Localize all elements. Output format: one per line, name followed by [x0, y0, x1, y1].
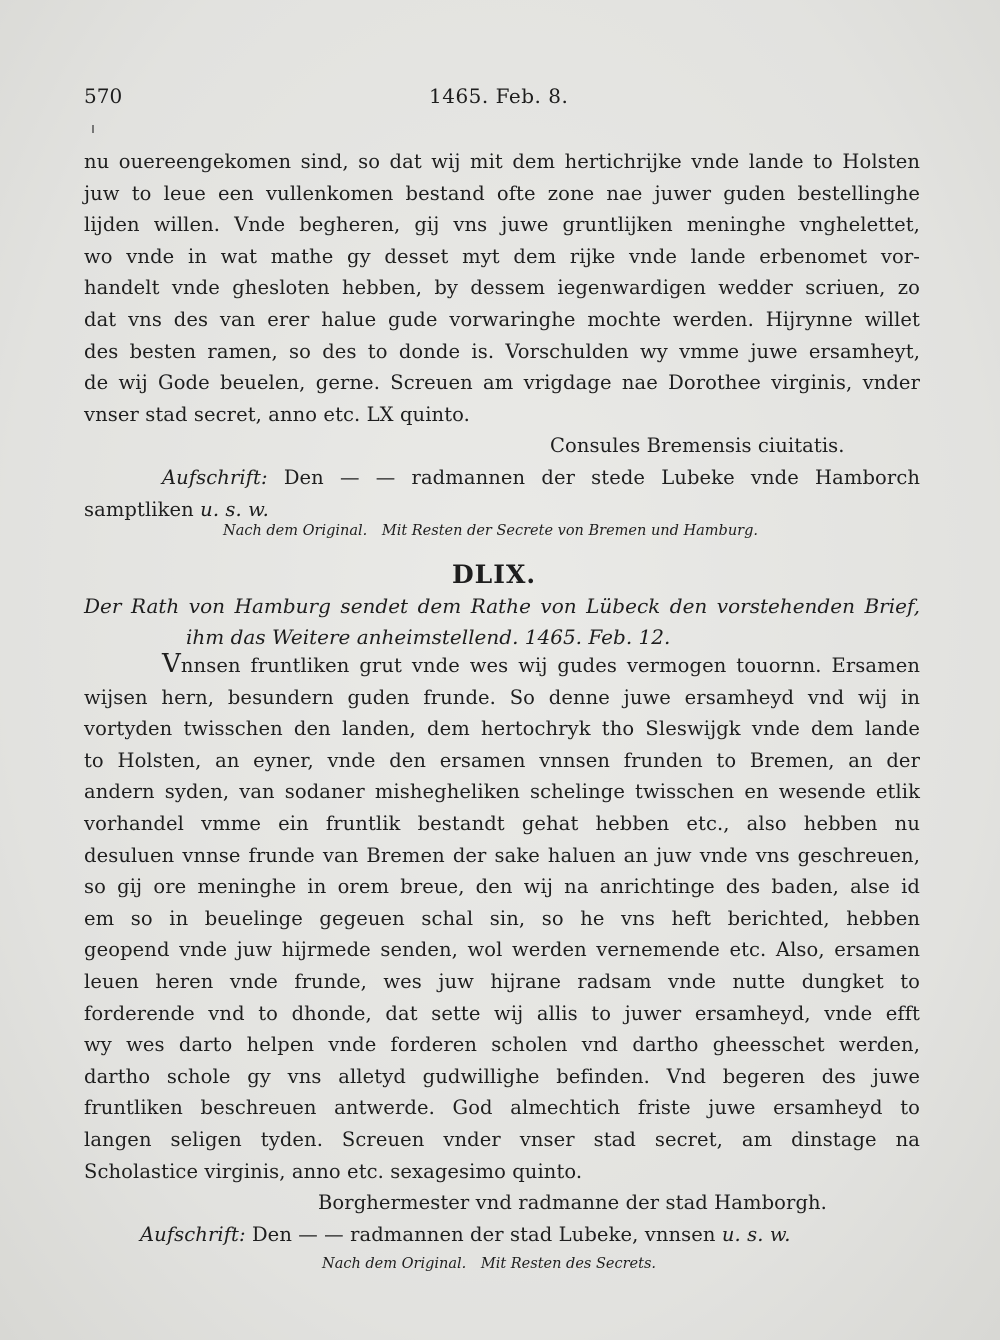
source-note-a: Nach dem Original. [322, 1256, 467, 1272]
text-line: dat vns des van erer halue gude vorwaringhe mochte werden. Hijrynne willet [84, 307, 920, 331]
address-continuation: samptliken [84, 497, 194, 521]
source-note-a: Nach dem Original. [223, 523, 368, 539]
address-abbrev: u. s. w. [200, 497, 269, 521]
text-line: desuluen vnnse frunde van Bremen der sake haluen an juw vnde vns geschreuen, [84, 843, 920, 867]
letter2-body [84, 650, 920, 1250]
text-line: vortyden twisschen den landen, dem hertochryk tho Sleswijgk vnde dem lande [84, 717, 920, 741]
text-line: wo vnde in wat mathe gy desset myt dem rijke vnde lande erbenomet vor- [84, 244, 920, 268]
text-line: nu ouereengekomen sind, so dat wij mit dem hertichrijke vnde lande to Holsten [84, 150, 920, 173]
source-note-2 [322, 1256, 656, 1272]
entry-summary [84, 591, 920, 653]
text-line: langen seligen tyden. Screuen vnder vnser stad secret, am dinstage na [84, 1127, 920, 1151]
address-text: Den — — radmannen der stede Lubeke vnde Hamborch [283, 465, 920, 489]
address-line [84, 1219, 920, 1251]
text-line: de wij Gode beuelen, gerne. Screuen am vrigdage nae Dorothee virginis, vnder [84, 371, 920, 395]
source-note-1 [223, 523, 758, 539]
drop-cap: V [162, 649, 181, 679]
address-line [84, 462, 920, 494]
text-line: to Holsten, an eyner, vnde den ersamen vnnsen frunden to Bremen, an der [84, 748, 920, 772]
text-line: forderende vnd to dhonde, dat sette wij allis to juwer ersamheyd, vnde efft [84, 1001, 920, 1025]
text-line: vnser stad secret, anno etc. LX quinto. [84, 402, 470, 426]
text-line: handelt vnde ghesloten hebben, by dessem iegenwardigen wedder scriuen, zo [84, 276, 920, 300]
text-line: des besten ramen, so des to donde is. Vorschulden wy vmme juwe ersamheyt, [84, 339, 920, 363]
ink-mark [92, 125, 94, 133]
first-line-text: nnsen fruntliken grut vnde wes wij gudes vermogen touornn. Ersamen [180, 654, 920, 677]
text-line: geopend vnde juw hijrmede senden, wol werden vernemende etc. Also, ersamen [84, 938, 920, 962]
text-line: leuen heren vnde frunde, wes juw hijrane radsam vnde nutte dungket to [84, 969, 920, 993]
signature-hamburg: Borghermester vnd radmanne der stad Hamborgh. [318, 1191, 827, 1215]
text-line: juw to leue een vullenkomen bestand ofte zone nae juwer guden bestellinghe [84, 181, 920, 205]
text-line: wy wes darto helpen vnde forderen scholen vnd dartho gheesschet werden, [84, 1033, 920, 1057]
address-abbrev: u. s. w. [721, 1222, 791, 1246]
address-text: Den — — radmannen der stad Lubeke, vnnsen [251, 1222, 716, 1246]
address-label: Aufschrift: [162, 465, 268, 489]
signature-bremen: Consules Bremensis ciuitatis. [550, 434, 845, 458]
summary-line: Der Rath von Hamburg sendet dem Rathe von Lübeck den vorstehenden Brief, [84, 594, 920, 618]
text-line: Scholastice virginis, anno etc. sexagesimo quinto. [84, 1159, 583, 1183]
running-head: 1465. Feb. 8. [429, 84, 569, 108]
text-line: wijsen hern, besundern guden frunde. So denne juwe ersamheyd vnd wij in [84, 685, 920, 709]
address-label: Aufschrift: [140, 1222, 246, 1246]
letter1-body [84, 146, 920, 525]
text-line: vorhandel vmme ein fruntlik bestandt gehat hebben etc., also hebben nu [84, 811, 920, 835]
source-note-b: Mit Resten der Secrete von Bremen und Hamburg. [381, 523, 758, 539]
entry-number: DLIX. [452, 560, 537, 589]
text-line: andern syden, van sodaner misheghelikеn schelinge twisschen en wesende etlik [84, 780, 920, 804]
summary-line: ihm das Weitere anheimstellend. 1465. Feb. 12. [186, 625, 671, 649]
first-line [84, 650, 920, 682]
source-note-b: Mit Resten des Secrets. [480, 1256, 656, 1272]
text-line: lijden willen. Vnde begheren, gij vns juwe gruntlijken meninghe vnghelettet, [84, 213, 920, 237]
text-line: em so in beuelinge gegeuen schal sin, so he vns heft berichted, hebben [84, 906, 920, 930]
page-number: 570 [84, 84, 123, 108]
address-line-2 [84, 494, 920, 526]
text-line: dartho schole gy vns alletyd gudwillighe befinden. Vnd begeren des juwe [84, 1064, 920, 1088]
text-line: so gij ore meninghe in orem breue, den wij na anrichtinge des baden, alse id [84, 875, 920, 899]
page-header [84, 84, 916, 114]
text-line: fruntliken beschreuen antwerde. God almechtich friste juwe ersamheyd to [84, 1096, 920, 1120]
